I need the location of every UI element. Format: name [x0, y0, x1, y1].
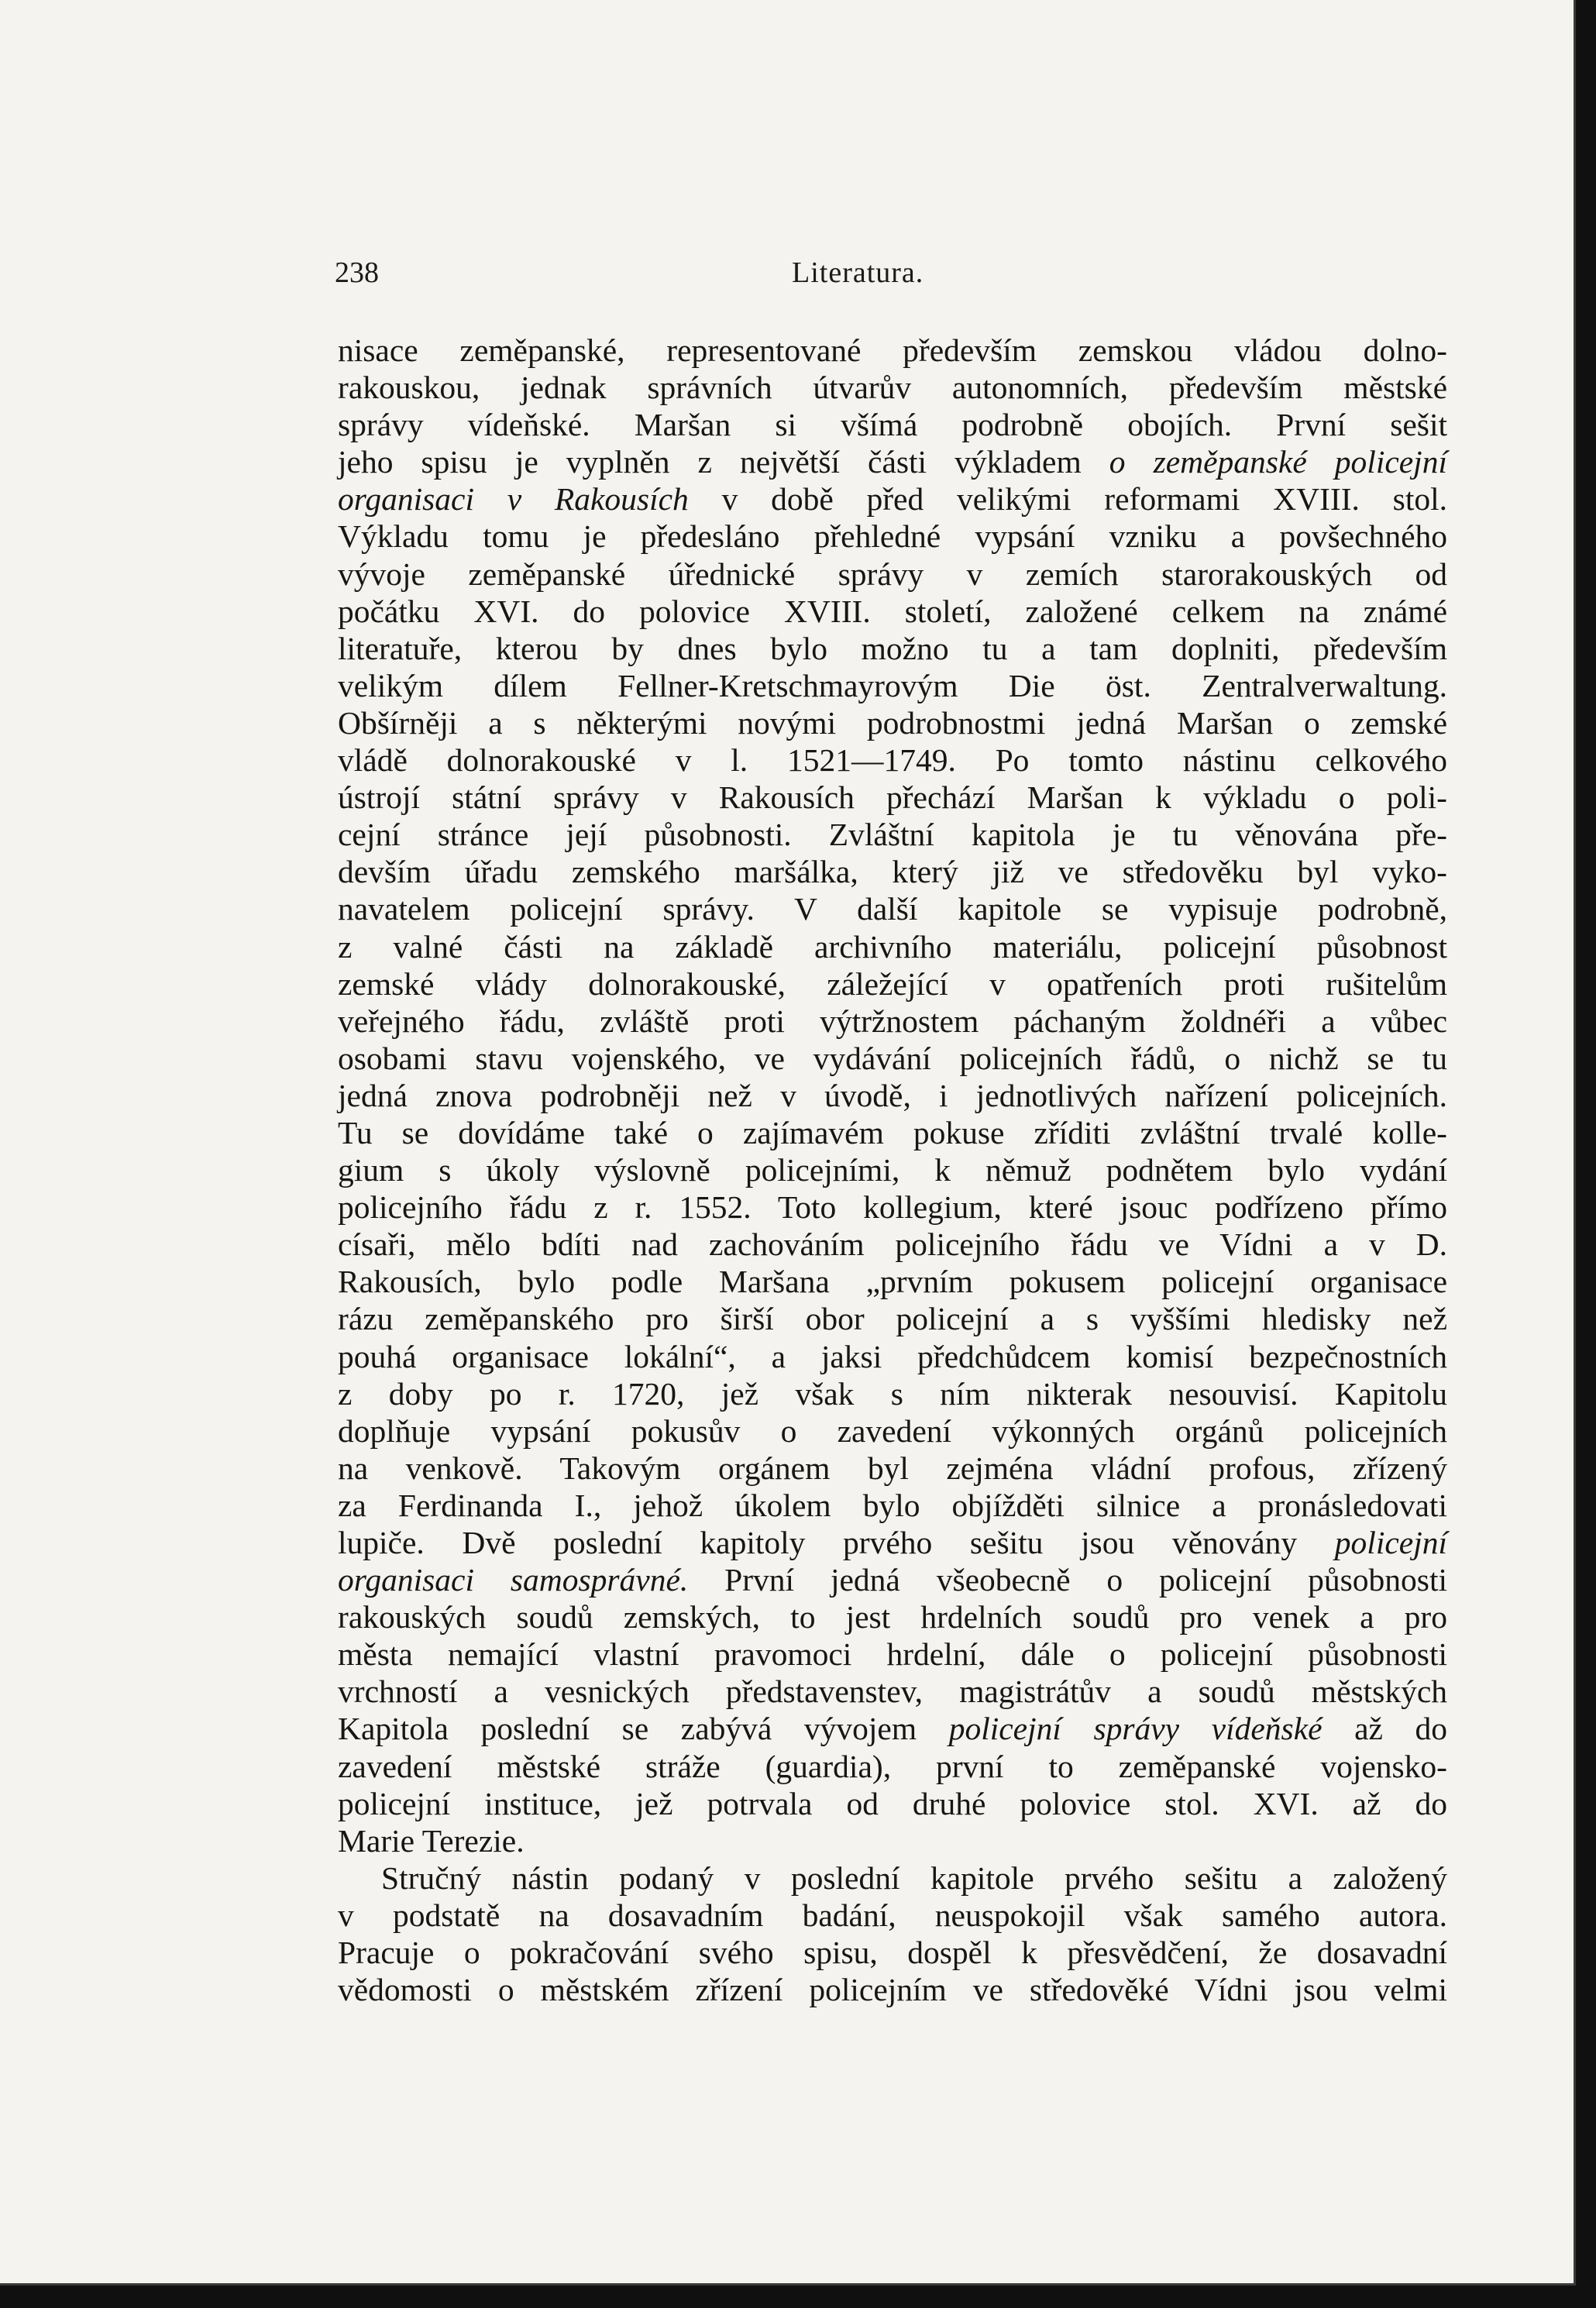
italic-phrase: policejní	[1334, 1525, 1448, 1560]
text-segment: První jedná všeobecně o policejní působnosti	[724, 1562, 1448, 1598]
text-line: z valné části na základě archivního materiálu, policejní působnost	[338, 928, 1447, 965]
text-line	[338, 1710, 1447, 1747]
text-line: Rakousích, bylo podle Maršana „prvním pokusem policejní organisace	[338, 1264, 1447, 1300]
text-line: vládě dolnorakouské v l. 1521—1749. Po tomto nástinu celkového	[338, 742, 1447, 779]
body-text	[338, 332, 1447, 2008]
text-line: rakouských soudů zemských, to jest hrdelních soudů pro venek a pro	[338, 1599, 1447, 1636]
italic-phrase: o zeměpanské policejní	[1109, 444, 1447, 480]
text-line	[338, 1524, 1447, 1561]
text-segment: v době před velikými reformami XVIII. stol.	[721, 481, 1448, 518]
text-line: za Ferdinanda I., jehož úkolem bylo objížděti silnice a pronásledovati	[338, 1487, 1447, 1523]
text-line: Tu se dovídáme také o zajímavém pokuse zříditi zvláštní trvalé kolle-	[338, 1114, 1447, 1151]
text-line: navatelem policejní správy. V další kapitole se vypisuje podrobně,	[338, 891, 1447, 927]
italic-phrase: organisaci v Rakousích	[338, 481, 689, 518]
text-line: nisace zeměpanské, representované především zemskou vládou dolno-	[338, 332, 1447, 368]
text-line: vrchností a vesnických představenstev, magistrátův a soudů městských	[338, 1673, 1447, 1710]
text-line: osobami stavu vojenského, ve vydávání policejních řádů, o nichž se tu	[338, 1040, 1447, 1076]
text-line: Marie Terezie.	[338, 1822, 525, 1859]
text-line: ústrojí státní správy v Rakousích přechází Maršan k výkladu o poli-	[338, 779, 1447, 816]
text-line: doplňuje vypsání pokusův o zavedení výkonných orgánů policejních	[338, 1412, 1447, 1449]
text-line: literatuře, kterou by dnes bylo možno tu a tam doplniti, především	[338, 630, 1447, 666]
text-line: v podstatě na dosavadním badání, neuspokojil však samého autora.	[338, 1897, 1447, 1933]
text-segment: Kapitola poslední se zabývá vývojem	[338, 1711, 917, 1747]
text-line: veřejného řádu, zvláště proti výtržnostem páchaným žoldnéři a vůbec	[338, 1003, 1447, 1039]
text-line: rakouskou, jednak správních útvarův autonomních, především městské	[338, 370, 1447, 406]
text-line: zemské vlády dolnorakouské, záležející v opatřeních proti rušitelům	[338, 965, 1447, 1002]
page-header	[335, 256, 1446, 294]
text-line: na venkově. Takovým orgánem byl zejména vládní profous, zřízený	[338, 1450, 1447, 1486]
text-line: města nemající vlastní pravomoci hrdelní, dále o policejní působnosti	[338, 1636, 1447, 1673]
text-line: vývoje zeměpanské úřednické správy v zemích starorakouských od	[338, 556, 1447, 592]
text-line: cejní stránce její působnosti. Zvláštní kapitola je tu věnována pře-	[338, 817, 1447, 853]
text-line: rázu zeměpanského pro širší obor policejní a s vyššími hledisky než	[338, 1301, 1447, 1337]
text-segment: až do	[1354, 1711, 1448, 1747]
text-line: z doby po r. 1720, jež však s ním nikterak nesouvisí. Kapitolu	[338, 1375, 1447, 1412]
text-line: vědomosti o městském zřízení policejním ve středověké Vídni jsou velmi	[338, 1972, 1447, 2008]
text-line: počátku XVI. do polovice XVIII. století, založené celkem na známé	[338, 593, 1447, 629]
text-line: císaři, mělo bdíti nad zachováním policejního řádu ve Vídni a v D.	[338, 1226, 1447, 1263]
text-line: zavedení městské stráže (guardia), první to zeměpanské vojensko-	[338, 1748, 1447, 1784]
text-line: Pracuje o pokračování svého spisu, dospěl k přesvědčení, že dosavadní	[338, 1935, 1447, 1971]
italic-phrase: organisaci samosprávné.	[338, 1562, 689, 1598]
text-line: gium s úkoly výslovně policejními, k němuž podnětem bylo vydání	[338, 1152, 1447, 1188]
page-number: 238	[335, 256, 379, 289]
text-line: Obšírněji a s některými novými podrobnostmi jedná Maršan o zemské	[338, 704, 1447, 741]
running-title: Literatura.	[792, 256, 924, 289]
text-line: Výkladu tomu je předesláno přehledné vypsání vzniku a povšechného	[338, 518, 1447, 555]
text-line	[338, 1561, 1447, 1598]
text-line: pouhá organisace lokální“, a jaksi předchůdcem komisí bezpečnostních	[338, 1338, 1447, 1374]
text-line: policejní instituce, jež potrvala od druhé polovice stol. XVI. až do	[338, 1785, 1447, 1821]
text-line: jedná znova podrobněji než v úvodě, i jednotlivých nařízení policejních.	[338, 1077, 1447, 1113]
text-line: devším úřadu zemského maršálka, který již ve středověku byl vyko-	[338, 854, 1447, 890]
italic-phrase: policejní správy vídeňské	[948, 1711, 1323, 1747]
text-segment: jeho spisu je vyplněn z největší části výkladem	[338, 444, 1082, 480]
text-line: správy vídeňské. Maršan si všímá podrobně obojích. První sešit	[338, 407, 1447, 443]
text-line: Stručný nástin podaný v poslední kapitole prvého sešitu a založený	[381, 1859, 1447, 1896]
text-line: policejního řádu z r. 1552. Toto kollegium, které jsouc podřízeno přímo	[338, 1189, 1447, 1226]
text-segment: lupiče. Dvě poslední kapitoly prvého sešitu jsou věnovány	[338, 1525, 1298, 1560]
text-line	[338, 480, 1447, 518]
text-line: velikým dílem Fellner-Kretschmayrovým Die öst. Zentralverwaltung.	[338, 667, 1447, 703]
text-line	[338, 443, 1447, 480]
